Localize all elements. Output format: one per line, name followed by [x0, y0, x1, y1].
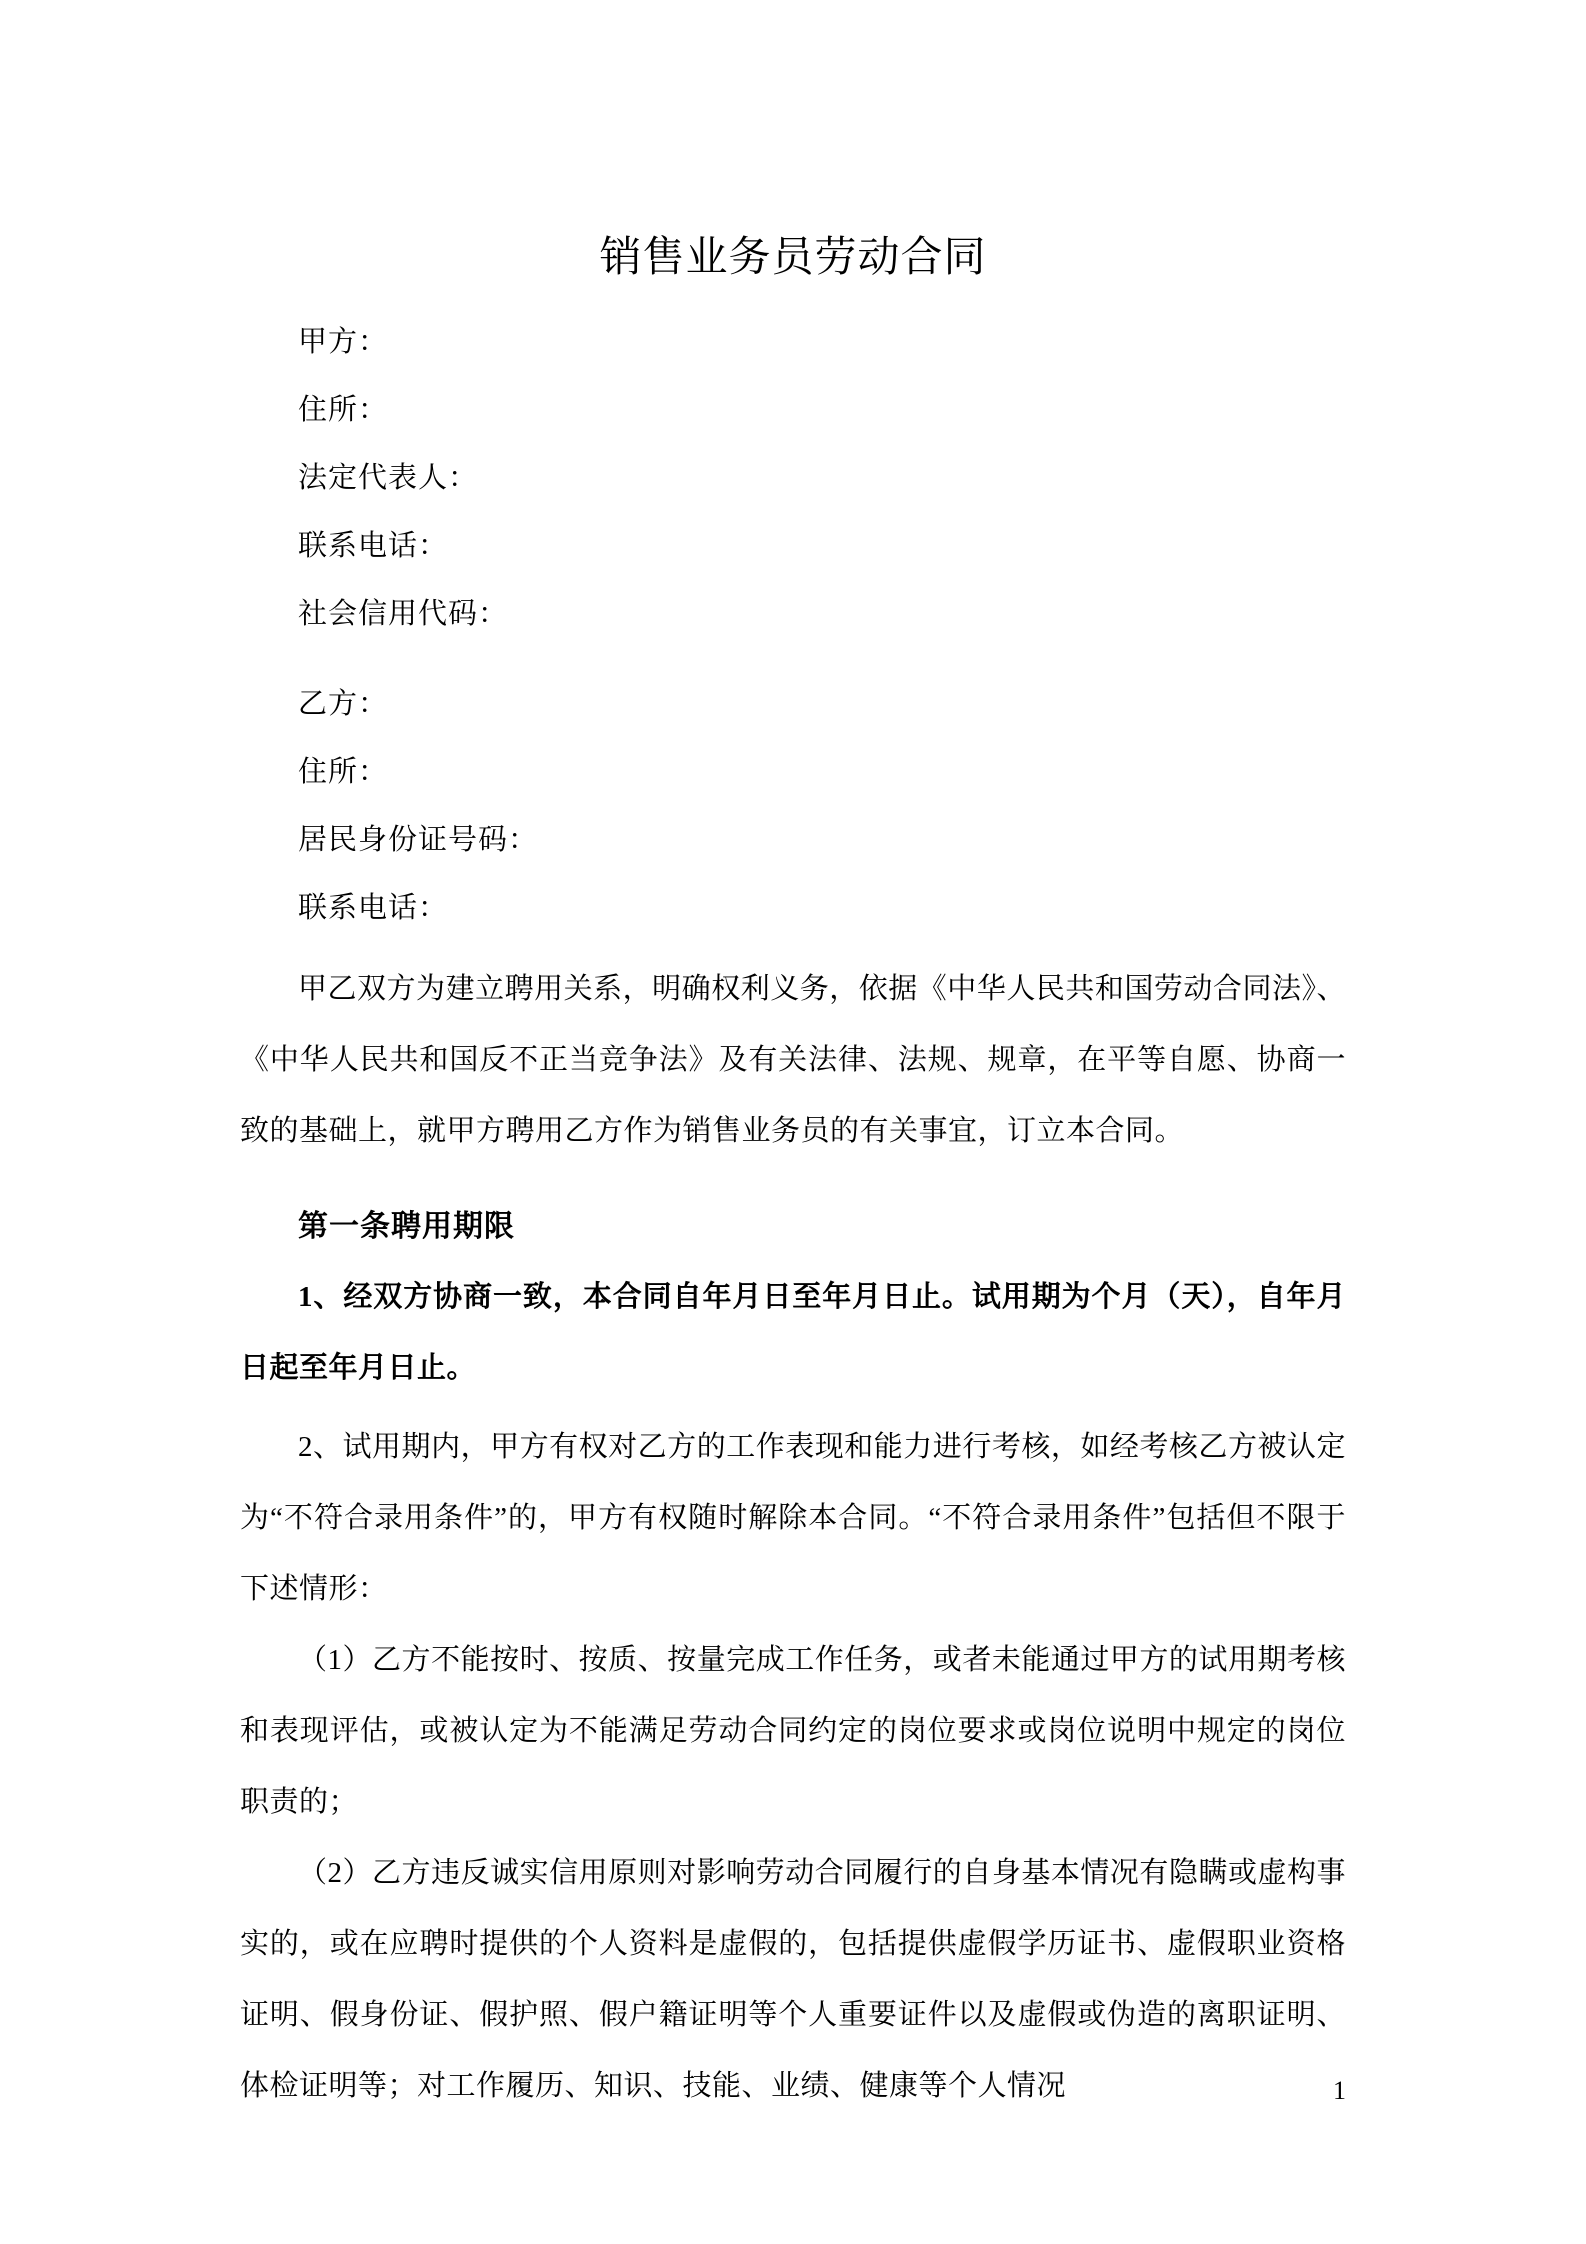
- clause-2-paragraph: 2、试用期内，甲方有权对乙方的工作表现和能力进行考核，如经考核乙方被认定为“不符合录用条件”的，甲方有权随时解除本合同。“不符合录用条件”包括但不限于下述情形：: [240, 1431, 1346, 1605]
- document-title: 销售业务员劳动合同: [599, 235, 987, 281]
- section-1-heading: 第一条聘用期限: [298, 1210, 515, 1243]
- party-a-address-label: 住所：: [298, 394, 389, 426]
- clause-2-item-2-paragraph: （2）乙方违反诚实信用原则对影响劳动合同履行的自身基本情况有隐瞒或虚构事实的，或在应聘时提供的个人资料是虚假的，包括提供虚假学历证书、虚假职业资格证明、假身份证、假护照、假户籍证明等个人重要证件以及虚假或伪造的离职证明、体检证明等；对工作履历、知识、技能、业绩、健康等个人情况: [240, 1857, 1346, 2102]
- clause-1-paragraph: 1、经双方协商一致，本合同自年月日至年月日止。试用期为个月（天），自年月日起至年月日止。: [240, 1281, 1346, 1384]
- preamble-paragraph: 甲乙双方为建立聘用关系，明确权利义务，依据《中华人民共和国劳动合同法》、《中华人民共和国反不正当竞争法》及有关法律、法规、规章，在平等自愿、协商一致的基础上，就甲方聘用乙方作为销售业务员的有关事宜，订立本合同。: [240, 973, 1346, 1147]
- party-a-block: [240, 308, 1346, 648]
- party-a-name-label: 甲方：: [298, 326, 389, 358]
- party-b-block: [240, 670, 1346, 942]
- clause-2-item-1-paragraph: （1）乙方不能按时、按质、按量完成工作任务，或者未能通过甲方的试用期考核和表现评估，或被认定为不能满足劳动合同约定的岗位要求或岗位说明中规定的岗位职责的；: [240, 1644, 1346, 1818]
- party-b-name-label: 乙方：: [298, 688, 389, 720]
- party-a-credit-code-label: 社会信用代码：: [298, 598, 509, 630]
- party-b-phone-label: 联系电话：: [298, 892, 449, 924]
- page-number: 1: [1333, 2076, 1346, 2105]
- party-b-address-label: 住所：: [298, 756, 389, 788]
- party-a-legal-rep-label: 法定代表人：: [298, 462, 479, 494]
- party-a-phone-label: 联系电话：: [298, 530, 449, 562]
- party-b-id-number-label: 居民身份证号码：: [298, 824, 539, 856]
